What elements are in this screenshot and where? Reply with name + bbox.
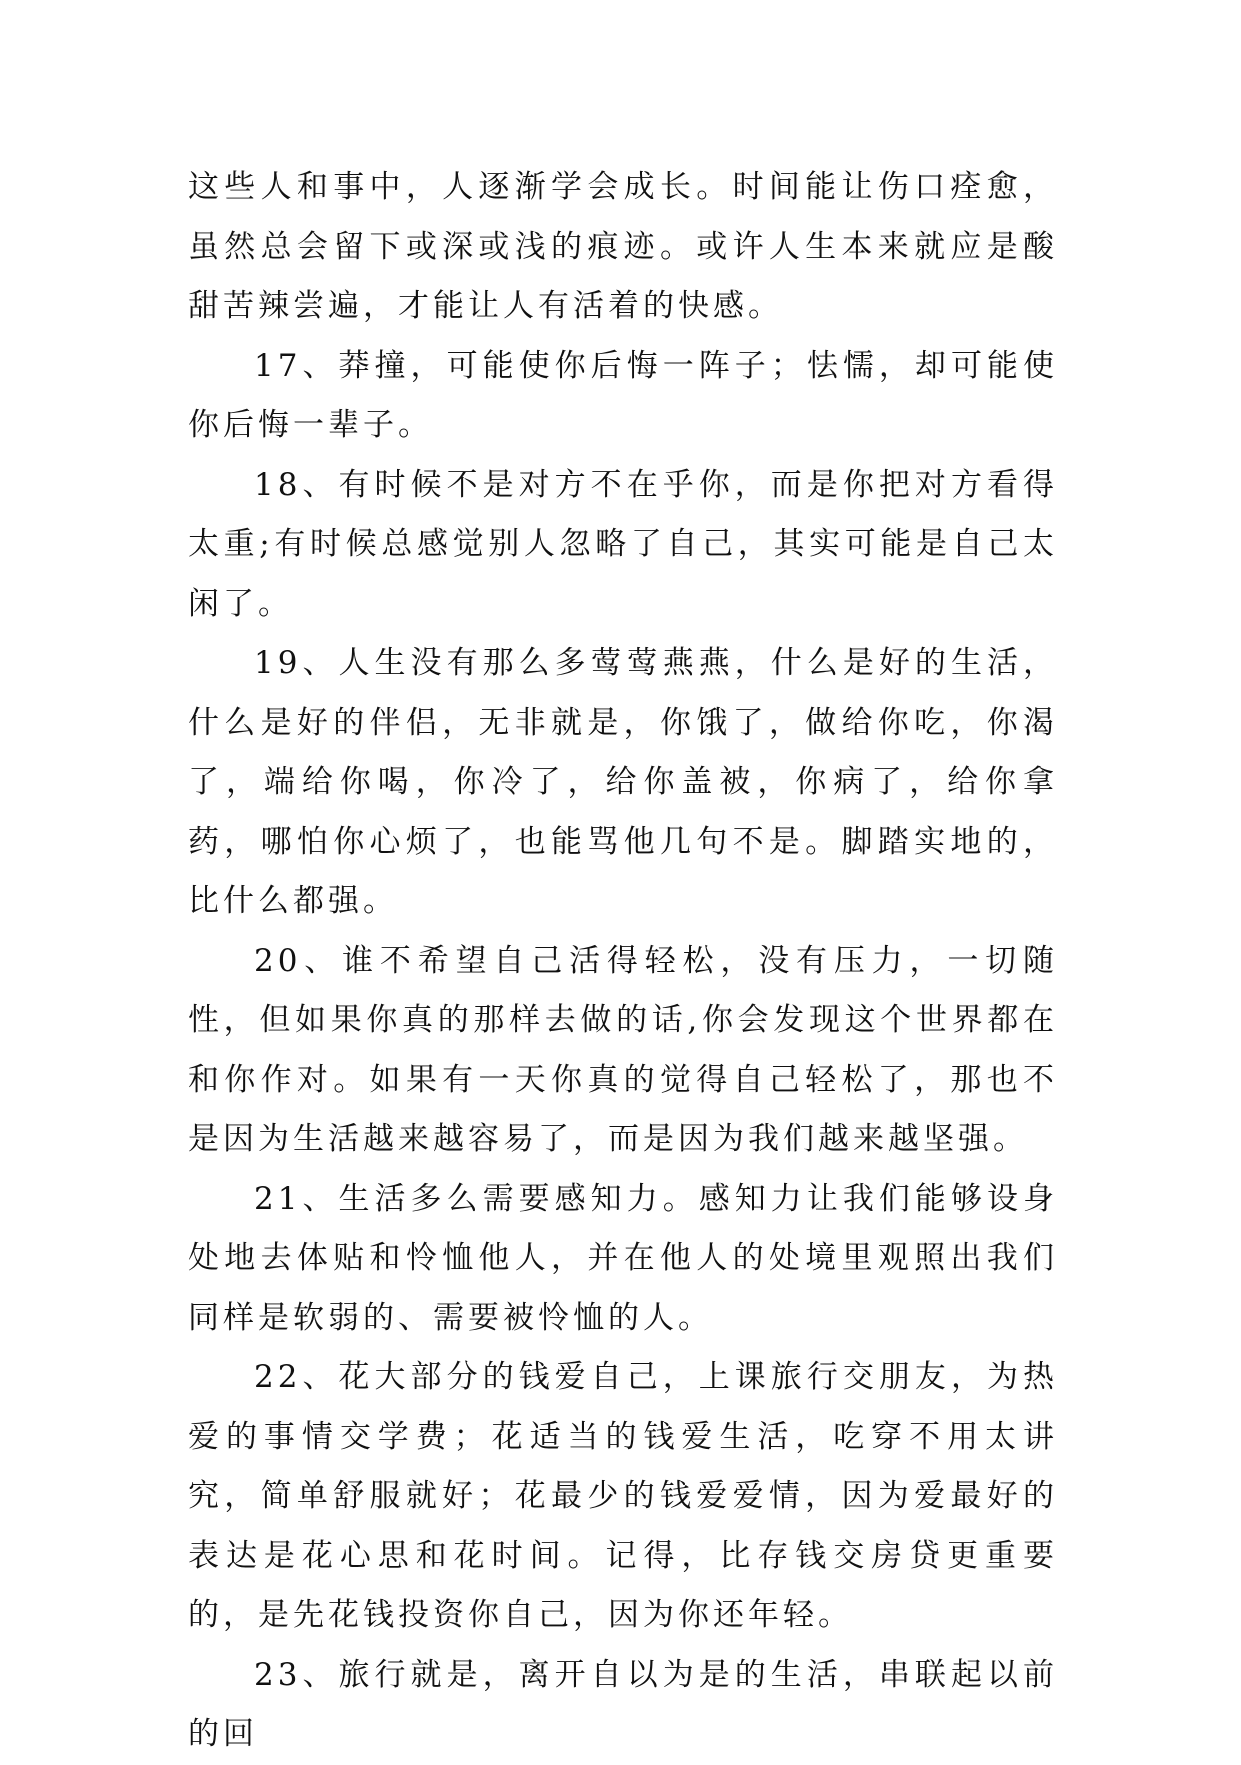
paragraph-20: 20、谁不希望自己活得轻松，没有压力，一切随性，但如果你真的那样去做的话,你会发现这个世界都在和你作对。如果有一天你真的觉得自己轻松了，那也不是因为生活越来越容易了，而是因为我们越来越坚强。 <box>188 942 1058 1157</box>
paragraph-18: 18、有时候不是对方不在乎你，而是你把对方看得太重;有时候总感觉别人忽略了自己，其实可能是自己太闲了。 <box>188 466 1058 622</box>
paragraph-17: 17、莽撞，可能使你后悔一阵子；怯懦，却可能使你后悔一辈子。 <box>188 347 1058 443</box>
paragraph-21: 21、生活多么需要感知力。感知力让我们能够设身处地去体贴和怜恤他人，并在他人的处境里观照出我们同样是软弱的、需要被怜恤的人。 <box>188 1180 1058 1336</box>
paragraph-continuation: 这些人和事中，人逐渐学会成长。时间能让伤口痊愈，虽然总会留下或深或浅的痕迹。或许人生本来就应是酸甜苦辣尝遍，才能让人有活着的快感。 <box>188 169 1058 324</box>
paragraph-19: 19、人生没有那么多莺莺燕燕，什么是好的生活，什么是好的伴侣，无非就是，你饿了，做给你吃，你渴了，端给你喝，你冷了，给你盖被，你病了，给你拿药，哪怕你心烦了，也能骂他几句不是。脚踏实地的，比什么都强。 <box>188 645 1058 919</box>
paragraph-23: 23、旅行就是，离开自以为是的生活，串联起以前的回 <box>188 1656 1058 1752</box>
paragraph-22: 22、花大部分的钱爱自己，上课旅行交朋友，为热爱的事情交学费；花适当的钱爱生活，吃穿不用太讲究，简单舒服就好；花最少的钱爱爱情，因为爱最好的表达是花心思和花时间。记得，比存钱交房贷更重要的，是先花钱投资你自己，因为你还年轻。 <box>188 1359 1058 1633</box>
document-body <box>188 158 1058 1765</box>
